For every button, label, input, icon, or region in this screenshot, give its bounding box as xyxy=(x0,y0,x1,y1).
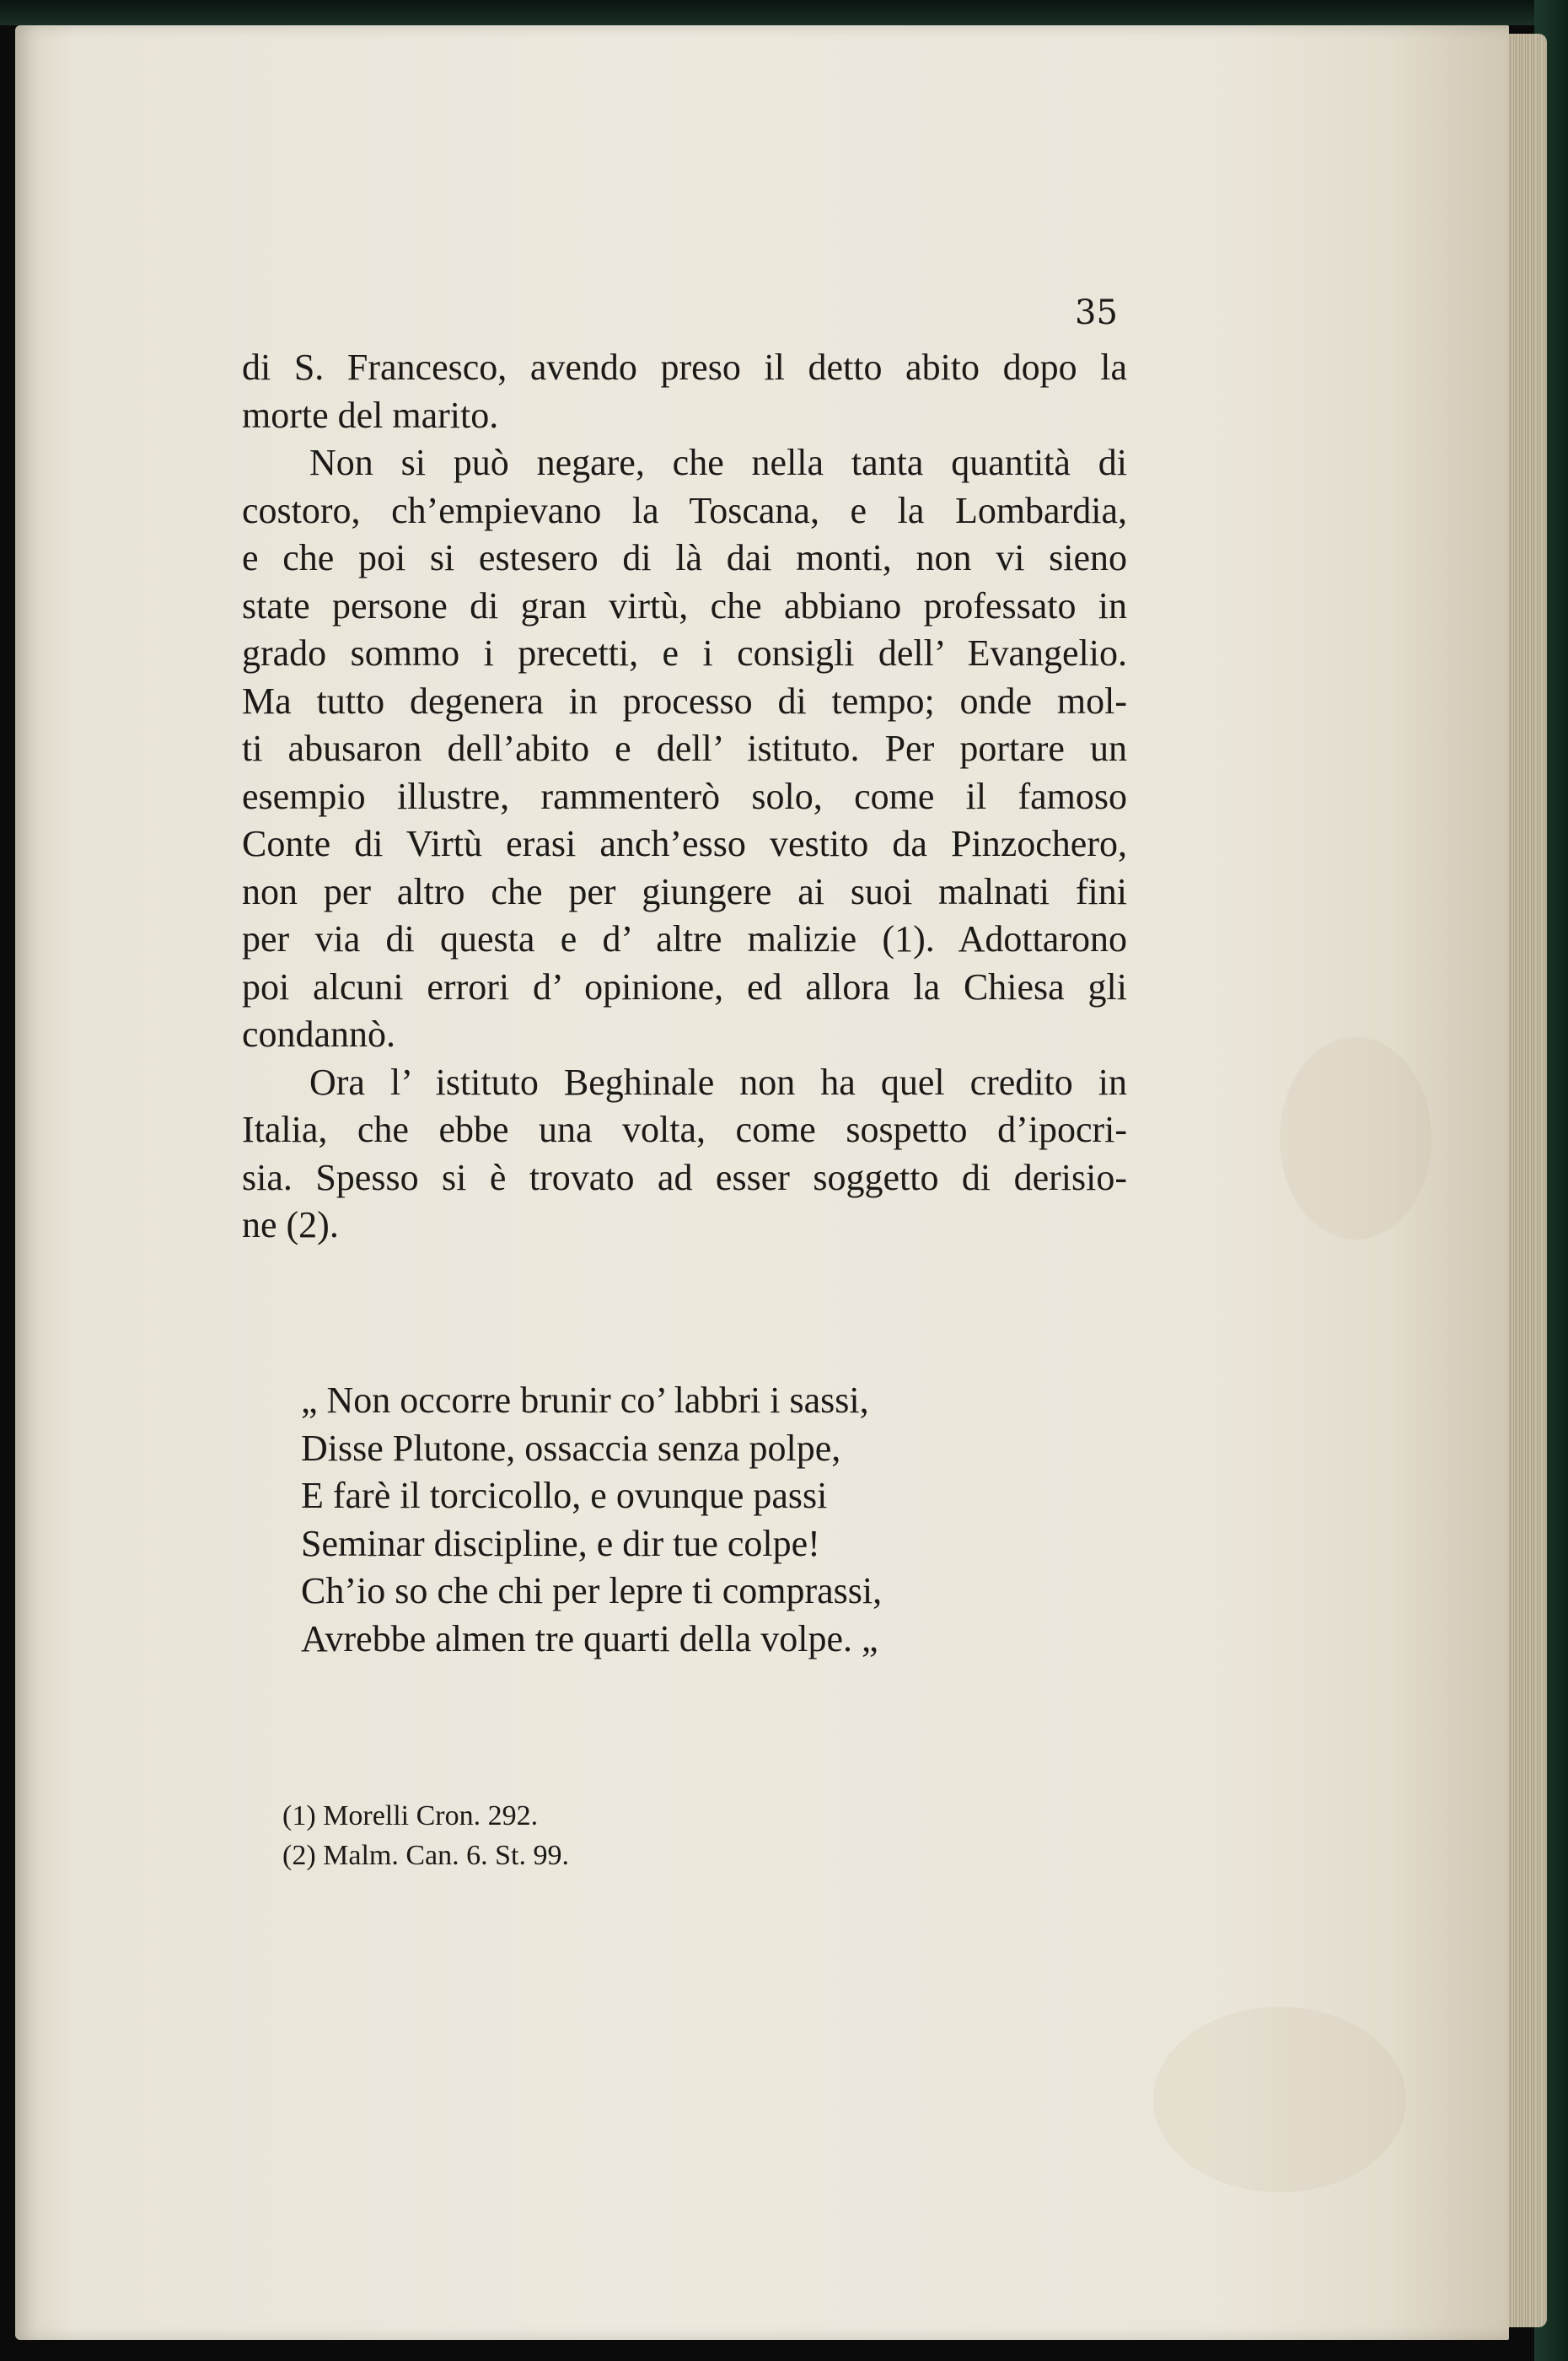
paper-stain xyxy=(1153,2007,1406,2192)
body-line: Conte di Virtù erasi anch’esso vestito da Pinzochero, xyxy=(242,823,1127,864)
body-line: grado sommo i precetti, e i consigli dell’ Evangelio. xyxy=(242,632,1127,674)
body-line: costoro, ch’empievano la Toscana, e la Lombardia, xyxy=(242,489,1127,531)
poem-stanza xyxy=(301,1377,882,1663)
body-line: state persone di gran virtù, che abbiano professato in xyxy=(242,584,1127,627)
paper-stain xyxy=(1280,1037,1431,1240)
body-line: Italia, che ebbe una volta, come sospetto d’ipocri- xyxy=(242,1109,1127,1150)
body-line: morte del marito. xyxy=(242,394,499,436)
poem-line: „ Non occorre brunir co’ labbri i sassi, xyxy=(301,1379,869,1421)
body-line: ne (2). xyxy=(242,1204,339,1245)
body-line: ti abusaron dell’abito e dell’ istituto. Per portare un xyxy=(242,728,1127,769)
footnotes xyxy=(282,1796,569,1875)
body-line: e che poi si estesero di là dai monti, non vi sieno xyxy=(242,537,1127,578)
poem-line: Disse Plutone, ossaccia senza polpe, xyxy=(301,1427,841,1469)
book-cover-top xyxy=(0,0,1568,25)
body-line: Ora l’ istituto Beghinale non ha quel credito in xyxy=(309,1061,1127,1103)
body-line: Ma tutto degenera in processo di tempo; onde mol- xyxy=(242,680,1127,722)
poem-line: Ch’io so che chi per lepre ti comprassi, xyxy=(301,1570,883,1611)
body-line: Non si può negare, che nella tanta quantità di xyxy=(309,442,1127,483)
body-line: poi alcuni errori d’ opinione, ed allora la Chiesa gli xyxy=(242,965,1127,1008)
footnote: (1) Morelli Cron. 292. xyxy=(282,1800,539,1831)
poem-line: Seminar discipline, e dir tue colpe! xyxy=(301,1522,820,1564)
body-line: per via di questa e d’ altre malizie (1). Adottarono xyxy=(242,918,1127,960)
body-line: sia. Spesso si è trovato ad esser soggetto di derisio- xyxy=(242,1156,1127,1198)
body-line: esempio illustre, rammenterò solo, come il famoso xyxy=(242,775,1127,817)
poem-line: Avrebbe almen tre quarti della volpe. „ xyxy=(301,1617,878,1659)
footnote: (2) Malm. Can. 6. St. 99. xyxy=(282,1840,569,1871)
body-line: condannò. xyxy=(242,1014,396,1055)
poem-line: E farè il torcicollo, e ovunque passi xyxy=(301,1475,828,1516)
body-text xyxy=(242,344,1127,1250)
body-line: di S. Francesco, avendo preso il detto abito dopo la xyxy=(242,347,1127,388)
page-number: 35 xyxy=(1075,293,1118,332)
body-line: non per altro che per giungere ai suoi malnati fini xyxy=(242,870,1127,912)
